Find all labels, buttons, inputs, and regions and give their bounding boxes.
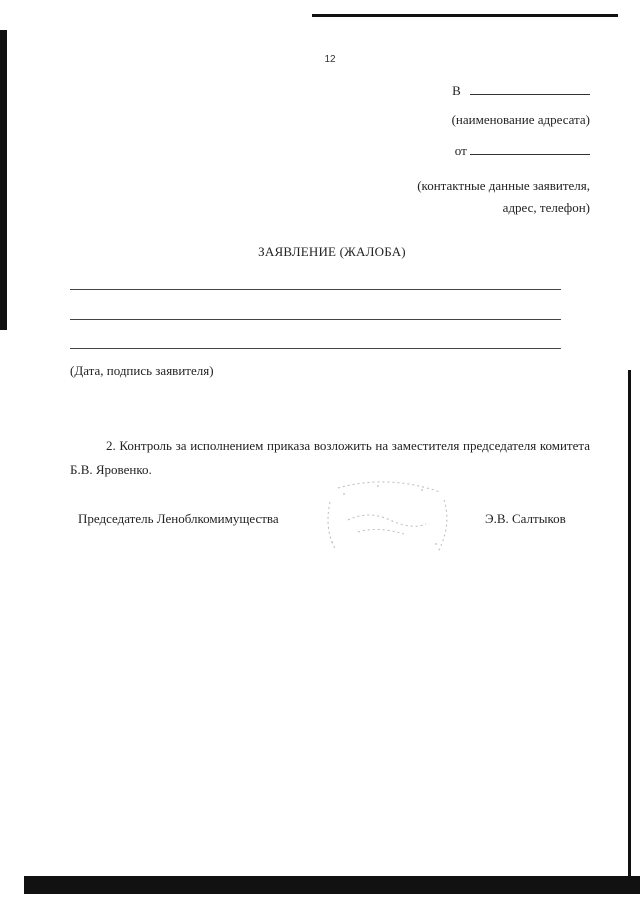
addressee-to-line [452,82,590,99]
signatory-role: Председатель Леноблкомимущества [78,511,279,526]
order-paragraph: 2. Контроль за исполнением приказа возложить на заместителя председателя комитета Б.В. Яровенко. [70,438,590,477]
document-title: ЗАЯВЛЕНИЕ (ЖАЛОБА) [258,244,406,259]
addressee-from-blank [470,142,590,155]
date-signature-label: (Дата, подпись заявителя) [70,363,214,378]
scan-edge-top [312,14,618,17]
addressee-from-line [455,142,590,159]
addressee-to-prefix: В [452,83,461,98]
applicant-contacts-line1: (контактные данные заявителя, [417,178,590,193]
scan-edge-left [0,30,7,330]
addressee-to-blank [470,82,590,95]
complaint-fill-line [70,348,561,349]
complaint-fill-line [70,289,561,290]
signatory-name: Э.В. Салтыков [485,511,566,526]
addressee-label: (наименование адресата) [451,112,590,127]
scan-edge-bottom [24,876,640,894]
scan-edge-right [628,370,631,890]
complaint-fill-line [70,319,561,320]
faded-stamp-icon [318,480,458,560]
addressee-from-prefix: от [454,143,467,158]
applicant-contacts-line2: адрес, телефон) [502,200,590,215]
page-number: 12 [324,54,336,65]
